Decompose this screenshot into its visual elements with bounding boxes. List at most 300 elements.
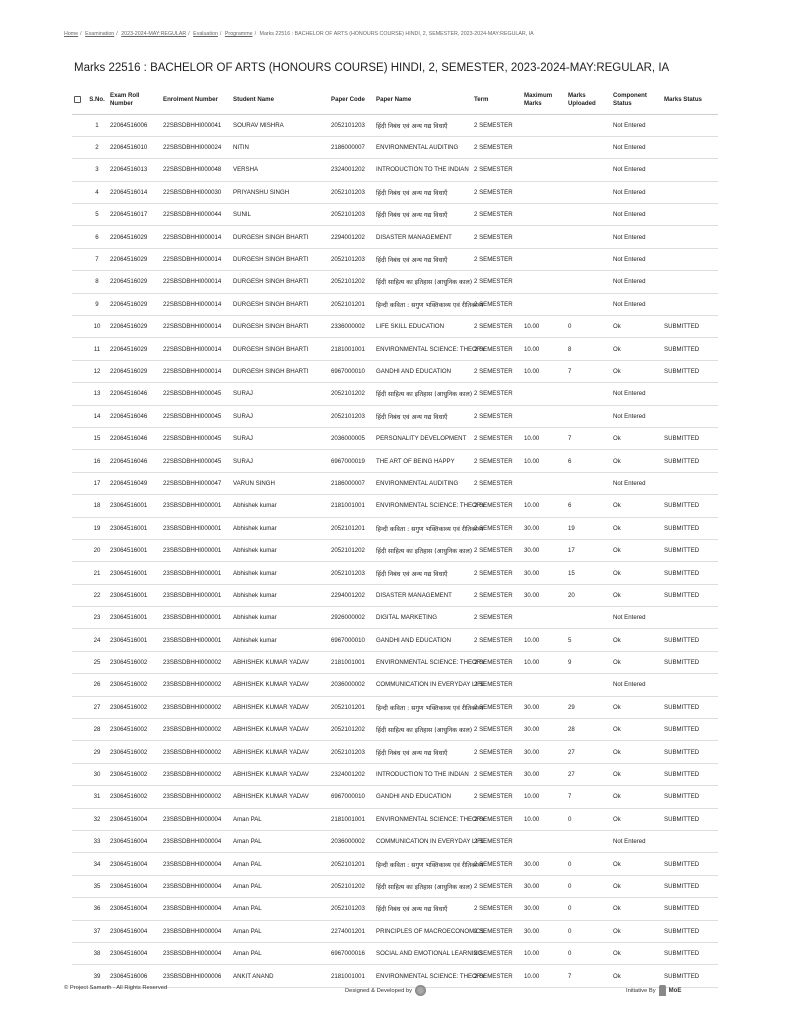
row-sno: 33 bbox=[86, 831, 108, 853]
max-marks-cell bbox=[522, 405, 566, 427]
exam-roll-cell: 22064516046 bbox=[108, 450, 161, 472]
paper-code-cell: 2336000002 bbox=[329, 316, 374, 338]
component-status-cell: Ok bbox=[611, 360, 662, 382]
paper-name-cell: हिन्दी कविता : सगुण भक्तिकाव्य एवं रीतिकाव्य bbox=[374, 853, 472, 875]
component-status-cell: Ok bbox=[611, 584, 662, 606]
row-sno: 19 bbox=[86, 517, 108, 539]
row-sno: 22 bbox=[86, 584, 108, 606]
table-row[interactable] bbox=[72, 293, 718, 315]
header-marks-uploaded[interactable]: Marks Uploaded bbox=[566, 86, 611, 114]
term-cell: 2 SEMESTER bbox=[472, 427, 522, 449]
marks-status-cell bbox=[662, 181, 718, 203]
paper-code-cell: 2052101201 bbox=[329, 696, 374, 718]
table-row[interactable] bbox=[72, 472, 718, 494]
student-name-cell: SUNIL bbox=[231, 204, 329, 226]
paper-name-cell: INTRODUCTION TO THE INDIAN bbox=[374, 763, 472, 785]
enrolment-cell: 22SBSDBHHI000045 bbox=[161, 383, 231, 405]
marks-status-cell: SUBMITTED bbox=[662, 853, 718, 875]
row-sno: 32 bbox=[86, 808, 108, 830]
row-select-checkbox bbox=[72, 674, 86, 696]
table-row[interactable] bbox=[72, 539, 718, 561]
max-marks-cell: 10.00 bbox=[522, 808, 566, 830]
term-cell: 2 SEMESTER bbox=[472, 920, 522, 942]
exam-roll-cell: 22064516013 bbox=[108, 159, 161, 181]
marks-status-cell bbox=[662, 607, 718, 629]
marks-uploaded-cell: 6 bbox=[566, 450, 611, 472]
term-cell: 2 SEMESTER bbox=[472, 316, 522, 338]
marks-status-cell: SUBMITTED bbox=[662, 427, 718, 449]
table-row[interactable] bbox=[72, 427, 718, 449]
enrolment-cell: 23SBSDBHHI000001 bbox=[161, 517, 231, 539]
student-name-cell: Aman PAL bbox=[231, 875, 329, 897]
paper-code-cell: 2052101203 bbox=[329, 562, 374, 584]
table-row[interactable] bbox=[72, 853, 718, 875]
student-name-cell: ABHISHEK KUMAR YADAV bbox=[231, 696, 329, 718]
table-row[interactable] bbox=[72, 383, 718, 405]
component-status-cell: Ok bbox=[611, 562, 662, 584]
max-marks-cell: 10.00 bbox=[522, 786, 566, 808]
term-cell: 2 SEMESTER bbox=[472, 383, 522, 405]
marks-uploaded-cell: 0 bbox=[566, 942, 611, 964]
paper-code-cell: 2052101202 bbox=[329, 271, 374, 293]
table-row[interactable] bbox=[72, 786, 718, 808]
max-marks-cell: 10.00 bbox=[522, 495, 566, 517]
max-marks-cell bbox=[522, 293, 566, 315]
table-row[interactable] bbox=[72, 942, 718, 964]
component-status-cell: Ok bbox=[611, 875, 662, 897]
exam-roll-cell: 22064516029 bbox=[108, 293, 161, 315]
component-status-cell: Ok bbox=[611, 898, 662, 920]
table-row[interactable] bbox=[72, 271, 718, 293]
exam-roll-cell: 22064516029 bbox=[108, 248, 161, 270]
exam-roll-cell: 23064516004 bbox=[108, 898, 161, 920]
table-row[interactable] bbox=[72, 629, 718, 651]
paper-name-cell: SOCIAL AND EMOTIONAL LEARNING bbox=[374, 942, 472, 964]
row-sno: 6 bbox=[86, 226, 108, 248]
designed-by bbox=[345, 985, 426, 996]
max-marks-cell: 10.00 bbox=[522, 316, 566, 338]
paper-name-cell: हिन्दी कविता : सगुण भक्तिकाव्य एवं रीतिकाव्य bbox=[374, 517, 472, 539]
component-status-cell: Ok bbox=[611, 539, 662, 561]
max-marks-cell bbox=[522, 383, 566, 405]
paper-name-cell: INTRODUCTION TO THE INDIAN bbox=[374, 159, 472, 181]
exam-roll-cell: 23064516001 bbox=[108, 495, 161, 517]
enrolment-cell: 22SBSDBHHI000014 bbox=[161, 293, 231, 315]
marks-uploaded-cell: 9 bbox=[566, 651, 611, 673]
marks-status-cell: SUBMITTED bbox=[662, 942, 718, 964]
component-status-cell: Ok bbox=[611, 719, 662, 741]
row-sno: 13 bbox=[86, 383, 108, 405]
term-cell: 2 SEMESTER bbox=[472, 539, 522, 561]
paper-name-cell: ENVIRONMENTAL SCIENCE: THEORY bbox=[374, 495, 472, 517]
initiative-by bbox=[626, 985, 681, 996]
marks-table bbox=[72, 86, 718, 988]
breadcrumb-session[interactable]: 2023-2024-MAY:REGULAR bbox=[121, 31, 187, 37]
header-student-name[interactable]: Student Name bbox=[231, 86, 329, 114]
exam-roll-cell: 23064516002 bbox=[108, 696, 161, 718]
max-marks-cell bbox=[522, 271, 566, 293]
student-name-cell: ABHISHEK KUMAR YADAV bbox=[231, 763, 329, 785]
table-row[interactable] bbox=[72, 674, 718, 696]
max-marks-cell: 30.00 bbox=[522, 898, 566, 920]
paper-code-cell: 2186000007 bbox=[329, 472, 374, 494]
paper-name-cell: हिंदी साहित्य का इतिहास (आधुनिक काल) bbox=[374, 719, 472, 741]
header-marks-status[interactable]: Marks Status bbox=[662, 86, 718, 114]
table-row[interactable] bbox=[72, 136, 718, 158]
max-marks-cell: 30.00 bbox=[522, 763, 566, 785]
paper-code-cell: 2181001001 bbox=[329, 808, 374, 830]
component-status-cell: Ok bbox=[611, 495, 662, 517]
paper-name-cell: हिंदी निबंध एवं अन्य गद्य विधाएँ bbox=[374, 181, 472, 203]
row-select-checkbox bbox=[72, 853, 86, 875]
paper-name-cell: DIGITAL MARKETING bbox=[374, 607, 472, 629]
row-select-checkbox bbox=[72, 271, 86, 293]
row-sno: 7 bbox=[86, 248, 108, 270]
header-paper-code[interactable]: Paper Code bbox=[329, 86, 374, 114]
marks-status-cell bbox=[662, 383, 718, 405]
select-all-checkbox[interactable] bbox=[72, 86, 86, 114]
paper-name-cell: PERSONALITY DEVELOPMENT bbox=[374, 427, 472, 449]
row-select-checkbox bbox=[72, 136, 86, 158]
paper-name-cell: LIFE SKILL EDUCATION bbox=[374, 316, 472, 338]
header-component-status[interactable]: Component Status bbox=[611, 86, 662, 114]
row-sno: 25 bbox=[86, 651, 108, 673]
student-name-cell: Abhishek kumar bbox=[231, 539, 329, 561]
row-select-checkbox bbox=[72, 898, 86, 920]
row-select-checkbox bbox=[72, 786, 86, 808]
marks-uploaded-cell: 28 bbox=[566, 719, 611, 741]
component-status-cell: Ok bbox=[611, 629, 662, 651]
paper-name-cell: हिंदी निबंध एवं अन्य गद्य विधाएँ bbox=[374, 114, 472, 136]
table-row[interactable] bbox=[72, 159, 718, 181]
paper-code-cell: 2052101203 bbox=[329, 741, 374, 763]
table-row[interactable] bbox=[72, 562, 718, 584]
max-marks-cell: 10.00 bbox=[522, 427, 566, 449]
table-row[interactable] bbox=[72, 495, 718, 517]
table-row[interactable] bbox=[72, 898, 718, 920]
enrolment-cell: 22SBSDBHHI000045 bbox=[161, 405, 231, 427]
paper-code-cell: 2186000007 bbox=[329, 136, 374, 158]
marks-status-cell: SUBMITTED bbox=[662, 495, 718, 517]
row-sno: 1 bbox=[86, 114, 108, 136]
paper-code-cell: 2052101202 bbox=[329, 539, 374, 561]
enrolment-cell: 22SBSDBHHI000030 bbox=[161, 181, 231, 203]
table-row[interactable] bbox=[72, 181, 718, 203]
row-select-checkbox bbox=[72, 495, 86, 517]
marks-uploaded-cell: 0 bbox=[566, 808, 611, 830]
paper-code-cell: 2052101202 bbox=[329, 875, 374, 897]
enrolment-cell: 23SBSDBHHI000002 bbox=[161, 674, 231, 696]
table-row[interactable] bbox=[72, 696, 718, 718]
marks-status-cell: SUBMITTED bbox=[662, 651, 718, 673]
table-row[interactable] bbox=[72, 741, 718, 763]
row-sno: 16 bbox=[86, 450, 108, 472]
enrolment-cell: 23SBSDBHHI000001 bbox=[161, 562, 231, 584]
table-row[interactable] bbox=[72, 114, 718, 136]
marks-status-cell bbox=[662, 271, 718, 293]
enrolment-cell: 23SBSDBHHI000002 bbox=[161, 651, 231, 673]
table-row[interactable] bbox=[72, 920, 718, 942]
row-sno: 8 bbox=[86, 271, 108, 293]
marks-status-cell bbox=[662, 405, 718, 427]
header-paper-name[interactable]: Paper Name bbox=[374, 86, 472, 114]
marks-status-cell: SUBMITTED bbox=[662, 338, 718, 360]
row-sno: 5 bbox=[86, 204, 108, 226]
table-row[interactable] bbox=[72, 651, 718, 673]
table-row[interactable] bbox=[72, 450, 718, 472]
component-status-cell: Not Entered bbox=[611, 136, 662, 158]
marks-uploaded-cell bbox=[566, 136, 611, 158]
table-row[interactable] bbox=[72, 204, 718, 226]
enrolment-cell: 22SBSDBHHI000048 bbox=[161, 159, 231, 181]
row-select-checkbox bbox=[72, 651, 86, 673]
term-cell: 2 SEMESTER bbox=[472, 114, 522, 136]
term-cell: 2 SEMESTER bbox=[472, 136, 522, 158]
table-row[interactable] bbox=[72, 719, 718, 741]
marks-status-cell: SUBMITTED bbox=[662, 741, 718, 763]
paper-name-cell: GANDHI AND EDUCATION bbox=[374, 629, 472, 651]
paper-name-cell: हिंदी निबंध एवं अन्य गद्य विधाएँ bbox=[374, 741, 472, 763]
row-sno: 10 bbox=[86, 316, 108, 338]
paper-code-cell: 2181001001 bbox=[329, 495, 374, 517]
exam-roll-cell: 22064516046 bbox=[108, 405, 161, 427]
table-row[interactable] bbox=[72, 248, 718, 270]
breadcrumb-programme[interactable]: Programme bbox=[224, 31, 253, 37]
term-cell: 2 SEMESTER bbox=[472, 517, 522, 539]
term-cell: 2 SEMESTER bbox=[472, 808, 522, 830]
table-row[interactable] bbox=[72, 831, 718, 853]
table-row[interactable] bbox=[72, 316, 718, 338]
term-cell: 2 SEMESTER bbox=[472, 226, 522, 248]
marks-uploaded-cell: 0 bbox=[566, 875, 611, 897]
paper-code-cell: 2926000002 bbox=[329, 607, 374, 629]
max-marks-cell: 30.00 bbox=[522, 562, 566, 584]
initiative-by-text: Initiative By bbox=[626, 987, 656, 994]
table-row[interactable] bbox=[72, 360, 718, 382]
exam-roll-cell: 22064516017 bbox=[108, 204, 161, 226]
max-marks-cell: 30.00 bbox=[522, 696, 566, 718]
student-name-cell: ABHISHEK KUMAR YADAV bbox=[231, 741, 329, 763]
marks-status-cell: SUBMITTED bbox=[662, 719, 718, 741]
max-marks-cell bbox=[522, 114, 566, 136]
enrolment-cell: 22SBSDBHHI000014 bbox=[161, 316, 231, 338]
marks-uploaded-cell bbox=[566, 831, 611, 853]
exam-roll-cell: 23064516004 bbox=[108, 920, 161, 942]
student-name-cell: DURGESH SINGH BHARTI bbox=[231, 248, 329, 270]
marks-uploaded-cell: 27 bbox=[566, 741, 611, 763]
page-title: Marks 22516 : BACHELOR OF ARTS (HONOURS COURSE) HINDI, 2, SEMESTER, 2023-2024-MAY:REGULAR, IA bbox=[74, 62, 670, 74]
paper-name-cell: हिंदी साहित्य का इतिहास (आधुनिक काल) bbox=[374, 539, 472, 561]
exam-roll-cell: 22064516029 bbox=[108, 316, 161, 338]
marks-status-cell bbox=[662, 204, 718, 226]
component-status-cell: Ok bbox=[611, 450, 662, 472]
marks-status-cell: SUBMITTED bbox=[662, 517, 718, 539]
max-marks-cell: 30.00 bbox=[522, 920, 566, 942]
exam-roll-cell: 23064516001 bbox=[108, 607, 161, 629]
paper-code-cell: 2052101203 bbox=[329, 248, 374, 270]
row-sno: 11 bbox=[86, 338, 108, 360]
row-select-checkbox bbox=[72, 517, 86, 539]
paper-name-cell: हिंदी निबंध एवं अन्य गद्य विधाएँ bbox=[374, 405, 472, 427]
national-emblem-icon bbox=[659, 985, 666, 996]
enrolment-cell: 23SBSDBHHI000001 bbox=[161, 607, 231, 629]
row-select-checkbox bbox=[72, 629, 86, 651]
student-name-cell: DURGESH SINGH BHARTI bbox=[231, 271, 329, 293]
table-row[interactable] bbox=[72, 808, 718, 830]
marks-uploaded-cell: 17 bbox=[566, 539, 611, 561]
max-marks-cell: 30.00 bbox=[522, 719, 566, 741]
term-cell: 2 SEMESTER bbox=[472, 405, 522, 427]
student-name-cell: Aman PAL bbox=[231, 853, 329, 875]
component-status-cell: Not Entered bbox=[611, 293, 662, 315]
enrolment-cell: 23SBSDBHHI000002 bbox=[161, 786, 231, 808]
marks-uploaded-cell bbox=[566, 271, 611, 293]
paper-name-cell: हिंदी निबंध एवं अन्य गद्य विधाएँ bbox=[374, 204, 472, 226]
table-row[interactable] bbox=[72, 405, 718, 427]
designed-by-text: Designed & Developed by bbox=[345, 987, 413, 994]
enrolment-cell: 22SBSDBHHI000045 bbox=[161, 427, 231, 449]
exam-roll-cell: 23064516001 bbox=[108, 629, 161, 651]
row-select-checkbox bbox=[72, 875, 86, 897]
copyright-text: © Project Samarth - All Rights Reserved bbox=[64, 985, 168, 991]
exam-roll-cell: 23064516002 bbox=[108, 651, 161, 673]
paper-code-cell: 2052101203 bbox=[329, 181, 374, 203]
marks-status-cell bbox=[662, 674, 718, 696]
max-marks-cell bbox=[522, 607, 566, 629]
term-cell: 2 SEMESTER bbox=[472, 674, 522, 696]
header-exam-roll[interactable]: Exam Roll Number bbox=[108, 86, 161, 114]
student-name-cell: VERSHA bbox=[231, 159, 329, 181]
exam-roll-cell: 23064516002 bbox=[108, 786, 161, 808]
max-marks-cell: 10.00 bbox=[522, 629, 566, 651]
student-name-cell: VARUN SINGH bbox=[231, 472, 329, 494]
checkbox-icon[interactable] bbox=[74, 96, 81, 103]
marks-uploaded-cell bbox=[566, 293, 611, 315]
row-sno: 38 bbox=[86, 942, 108, 964]
row-sno: 35 bbox=[86, 875, 108, 897]
marks-status-cell: SUBMITTED bbox=[662, 584, 718, 606]
student-name-cell: DURGESH SINGH BHARTI bbox=[231, 226, 329, 248]
component-status-cell: Not Entered bbox=[611, 831, 662, 853]
marks-uploaded-cell: 0 bbox=[566, 920, 611, 942]
component-status-cell: Not Entered bbox=[611, 607, 662, 629]
enrolment-cell: 23SBSDBHHI000002 bbox=[161, 763, 231, 785]
row-sno: 12 bbox=[86, 360, 108, 382]
header-sno[interactable]: S.No. bbox=[86, 86, 108, 114]
marks-uploaded-cell: 15 bbox=[566, 562, 611, 584]
header-max-marks[interactable]: Maximum Marks bbox=[522, 86, 566, 114]
enrolment-cell: 23SBSDBHHI000001 bbox=[161, 539, 231, 561]
max-marks-cell bbox=[522, 831, 566, 853]
exam-roll-cell: 22064516014 bbox=[108, 181, 161, 203]
marks-status-cell bbox=[662, 293, 718, 315]
row-select-checkbox bbox=[72, 338, 86, 360]
marks-status-cell: SUBMITTED bbox=[662, 316, 718, 338]
paper-name-cell: हिंदी निबंध एवं अन्य गद्य विधाएँ bbox=[374, 248, 472, 270]
component-status-cell: Not Entered bbox=[611, 405, 662, 427]
term-cell: 2 SEMESTER bbox=[472, 293, 522, 315]
enrolment-cell: 23SBSDBHHI000004 bbox=[161, 808, 231, 830]
component-status-cell: Ok bbox=[611, 316, 662, 338]
row-sno: 28 bbox=[86, 719, 108, 741]
row-select-checkbox bbox=[72, 741, 86, 763]
paper-code-cell: 2181001001 bbox=[329, 965, 374, 987]
exam-roll-cell: 22064516010 bbox=[108, 136, 161, 158]
component-status-cell: Ok bbox=[611, 786, 662, 808]
paper-code-cell: 2036000002 bbox=[329, 674, 374, 696]
max-marks-cell: 10.00 bbox=[522, 338, 566, 360]
row-select-checkbox bbox=[72, 383, 86, 405]
exam-roll-cell: 23064516004 bbox=[108, 831, 161, 853]
student-name-cell: NITIN bbox=[231, 136, 329, 158]
marks-uploaded-cell bbox=[566, 383, 611, 405]
breadcrumb: Home / Examination / 2023-2024-MAY:REGULAR / Evaluation / Programme / Marks 22516 : BACHELOR OF ARTS (HONOURS COURSE) HINDI, 2, SEMESTER, 2023-2024-MAY:REGULAR, IA bbox=[64, 31, 534, 37]
breadcrumb-evaluation[interactable]: Evaluation bbox=[193, 31, 218, 37]
marks-uploaded-cell: 8 bbox=[566, 338, 611, 360]
row-select-checkbox bbox=[72, 719, 86, 741]
table-row[interactable] bbox=[72, 875, 718, 897]
row-sno: 3 bbox=[86, 159, 108, 181]
breadcrumb-home[interactable]: Home bbox=[64, 31, 79, 37]
term-cell: 2 SEMESTER bbox=[472, 271, 522, 293]
marks-uploaded-cell bbox=[566, 204, 611, 226]
component-status-cell: Ok bbox=[611, 741, 662, 763]
paper-name-cell: THE ART OF BEING HAPPY bbox=[374, 450, 472, 472]
table-row[interactable] bbox=[72, 607, 718, 629]
component-status-cell: Ok bbox=[611, 427, 662, 449]
row-sno: 2 bbox=[86, 136, 108, 158]
breadcrumb-examination[interactable]: Examination bbox=[85, 31, 115, 37]
table-row[interactable] bbox=[72, 584, 718, 606]
header-enrolment[interactable]: Enrolment Number bbox=[161, 86, 231, 114]
table-row[interactable] bbox=[72, 763, 718, 785]
max-marks-cell: 30.00 bbox=[522, 584, 566, 606]
student-name-cell: SURAJ bbox=[231, 427, 329, 449]
table-row[interactable] bbox=[72, 338, 718, 360]
marks-uploaded-cell: 19 bbox=[566, 517, 611, 539]
marks-uploaded-cell: 0 bbox=[566, 853, 611, 875]
component-status-cell: Ok bbox=[611, 696, 662, 718]
header-term[interactable]: Term bbox=[472, 86, 522, 114]
paper-code-cell: 2052101203 bbox=[329, 405, 374, 427]
term-cell: 2 SEMESTER bbox=[472, 338, 522, 360]
table-row[interactable] bbox=[72, 517, 718, 539]
row-select-checkbox bbox=[72, 316, 86, 338]
student-name-cell: ABHISHEK KUMAR YADAV bbox=[231, 719, 329, 741]
component-status-cell: Ok bbox=[611, 651, 662, 673]
enrolment-cell: 23SBSDBHHI000004 bbox=[161, 898, 231, 920]
table-row[interactable] bbox=[72, 226, 718, 248]
max-marks-cell bbox=[522, 674, 566, 696]
component-status-cell: Ok bbox=[611, 763, 662, 785]
row-sno: 30 bbox=[86, 763, 108, 785]
marks-uploaded-cell: 7 bbox=[566, 965, 611, 987]
row-select-checkbox bbox=[72, 696, 86, 718]
component-status-cell: Ok bbox=[611, 920, 662, 942]
marks-uploaded-cell: 7 bbox=[566, 360, 611, 382]
student-name-cell: ABHISHEK KUMAR YADAV bbox=[231, 651, 329, 673]
marks-status-cell: SUBMITTED bbox=[662, 808, 718, 830]
exam-roll-cell: 22064516046 bbox=[108, 383, 161, 405]
row-sno: 14 bbox=[86, 405, 108, 427]
paper-name-cell: हिंदी निबंध एवं अन्य गद्य विधाएँ bbox=[374, 562, 472, 584]
row-select-checkbox bbox=[72, 204, 86, 226]
exam-roll-cell: 22064516029 bbox=[108, 271, 161, 293]
term-cell: 2 SEMESTER bbox=[472, 248, 522, 270]
term-cell: 2 SEMESTER bbox=[472, 181, 522, 203]
row-select-checkbox bbox=[72, 808, 86, 830]
row-sno: 34 bbox=[86, 853, 108, 875]
